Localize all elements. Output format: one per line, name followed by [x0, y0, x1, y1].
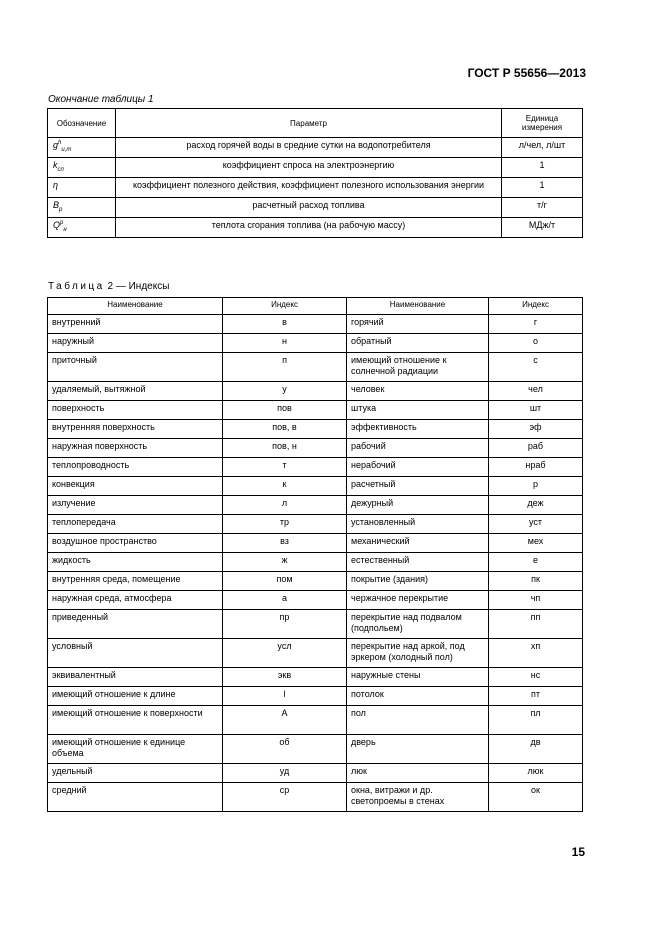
table2-row	[48, 401, 583, 420]
table1-row	[48, 198, 583, 218]
table1-unit-cell: т/г	[502, 198, 583, 218]
page-number: 15	[571, 845, 585, 859]
table2-name-right-cell: покрытие (здания)	[347, 572, 489, 591]
symbol-subscript: сп	[57, 166, 64, 173]
table2-name-right-cell: окна, витражи и др. светопроемы в стенах	[347, 783, 489, 812]
symbol-subscript: р	[59, 206, 63, 213]
table2-index-left-cell: а	[223, 591, 347, 610]
table2-name-right-cell: дверь	[347, 735, 489, 764]
table2-row	[48, 420, 583, 439]
table2-index-right-cell: пп	[489, 610, 583, 639]
table1-symbol-cell	[48, 158, 116, 178]
table2-index-left-cell: тр	[223, 515, 347, 534]
table2-row	[48, 496, 583, 515]
table2-name-right-cell: горячий	[347, 315, 489, 334]
symbol-base: g	[53, 140, 59, 150]
table2-name-right-cell: естественный	[347, 553, 489, 572]
table2-header-index-right: Индекс	[489, 298, 583, 315]
table1-header-symbol: Обозначение	[48, 109, 116, 138]
table2-name-left-cell: теплопроводность	[48, 458, 223, 477]
table2-index-left-cell: п	[223, 353, 347, 382]
table1	[47, 108, 583, 238]
table2-header-name-left: Наименование	[48, 298, 223, 315]
table2-name-right-cell: обратный	[347, 334, 489, 353]
symbol-base: Q	[53, 220, 61, 230]
symbol-subscript: u,m	[61, 146, 72, 153]
table2-row	[48, 315, 583, 334]
table2-row	[48, 639, 583, 668]
table1-unit-cell: 1	[502, 158, 583, 178]
table2-name-left-cell: воздушное пространство	[48, 534, 223, 553]
symbol-superscript: р	[60, 220, 64, 226]
table2-index-right-cell: раб	[489, 439, 583, 458]
table2-name-left-cell: удельный	[48, 764, 223, 783]
table1-parameter-cell: расчетный расход топлива	[116, 198, 502, 218]
table2-index-left-cell: в	[223, 315, 347, 334]
table2-row	[48, 334, 583, 353]
symbol-base: B	[53, 200, 60, 210]
table2-name-right-cell: перекрытие над подвалом (подпольем)	[347, 610, 489, 639]
table1-row	[48, 218, 583, 238]
table2-row	[48, 534, 583, 553]
table2-name-right-cell: расчетный	[347, 477, 489, 496]
table2-name-left-cell: приточный	[48, 353, 223, 382]
table2-row	[48, 353, 583, 382]
table2-index-right-cell: с	[489, 353, 583, 382]
table2-name-right-cell: чержачное перекрытие	[347, 591, 489, 610]
table2-name-left-cell: эквивалентный	[48, 668, 223, 687]
table2-index-left-cell: пов, н	[223, 439, 347, 458]
table2-index-left-cell: об	[223, 735, 347, 764]
table2-caption	[48, 281, 169, 292]
table2-index-left-cell: усл	[223, 639, 347, 668]
table2-index-left-cell: вз	[223, 534, 347, 553]
table2-index-right-cell: ок	[489, 783, 583, 812]
table2-name-left-cell: теплопередача	[48, 515, 223, 534]
table2-caption-label: Таблица	[48, 281, 105, 292]
table1-symbol-cell	[48, 138, 116, 158]
table2-index-left-cell: ср	[223, 783, 347, 812]
table1-unit-cell: 1	[502, 178, 583, 198]
table1-header-parameter: Параметр	[116, 109, 502, 138]
table1-header-row	[48, 109, 583, 138]
table2-name-right-cell: штука	[347, 401, 489, 420]
table2-index-right-cell: люк	[489, 764, 583, 783]
table2-index-left-cell: к	[223, 477, 347, 496]
table2-index-right-cell: уст	[489, 515, 583, 534]
table2-name-right-cell: установленный	[347, 515, 489, 534]
table2-index-left-cell: л	[223, 496, 347, 515]
table2-index-left-cell: н	[223, 334, 347, 353]
table2-index-right-cell: шт	[489, 401, 583, 420]
table2-index-right-cell: чел	[489, 382, 583, 401]
table1-caption: Окончание таблицы 1	[48, 94, 154, 105]
table2-index-right-cell: нраб	[489, 458, 583, 477]
table2-index-right-cell: дв	[489, 735, 583, 764]
table2-row	[48, 706, 583, 735]
table2-header-index-left: Индекс	[223, 298, 347, 315]
table2-index-right-cell: нс	[489, 668, 583, 687]
table2-index-left-cell: пр	[223, 610, 347, 639]
table2-row	[48, 515, 583, 534]
table2-name-left-cell: поверхность	[48, 401, 223, 420]
table2-index-right-cell: чп	[489, 591, 583, 610]
table2-row	[48, 382, 583, 401]
table2-index-right-cell: г	[489, 315, 583, 334]
table2-name-left-cell: жидкость	[48, 553, 223, 572]
table2-name-right-cell: дежурный	[347, 496, 489, 515]
table2-header-name-right: Наименование	[347, 298, 489, 315]
table2-name-left-cell: имеющий отношение к длине	[48, 687, 223, 706]
table2-index-left-cell: пом	[223, 572, 347, 591]
table2-row	[48, 764, 583, 783]
table2-row	[48, 735, 583, 764]
symbol-base: k	[53, 160, 58, 170]
table2-row	[48, 687, 583, 706]
table2-name-left-cell: наружная среда, атмосфера	[48, 591, 223, 610]
table2-name-right-cell: человек	[347, 382, 489, 401]
table1-symbol-cell	[48, 218, 116, 238]
table1-header-unit: Единица измерения	[502, 109, 583, 138]
table2-index-right-cell: мех	[489, 534, 583, 553]
table1-row	[48, 178, 583, 198]
table2-caption-number: 2	[107, 281, 114, 292]
table1-symbol-cell	[48, 178, 116, 198]
table2-index-right-cell: деж	[489, 496, 583, 515]
table2-name-left-cell: наружный	[48, 334, 223, 353]
symbol-superscript: h	[58, 140, 62, 146]
table2-name-left-cell: излучение	[48, 496, 223, 515]
table2-index-left-cell: l	[223, 687, 347, 706]
table2-index-right-cell: пл	[489, 706, 583, 735]
table2-name-left-cell: средний	[48, 783, 223, 812]
table2-name-left-cell: внутренняя поверхность	[48, 420, 223, 439]
table2-name-left-cell: приведенный	[48, 610, 223, 639]
table2-index-right-cell: е	[489, 553, 583, 572]
standard-number: ГОСТ Р 55656—2013	[467, 66, 586, 80]
table2-index-left-cell: пов	[223, 401, 347, 420]
table2-name-right-cell: нерабочий	[347, 458, 489, 477]
table2-name-right-cell: потолок	[347, 687, 489, 706]
table2-name-left-cell: внутренний	[48, 315, 223, 334]
table2-name-right-cell: имеющий отношение к солнечной радиации	[347, 353, 489, 382]
table2-name-left-cell: имеющий отношение к поверхности	[48, 706, 223, 735]
table1-unit-cell: МДж/т	[502, 218, 583, 238]
symbol-subscript: н	[63, 226, 67, 233]
table2-row	[48, 458, 583, 477]
table2-index-right-cell: пк	[489, 572, 583, 591]
table2-index-right-cell: пт	[489, 687, 583, 706]
table2-index-right-cell: р	[489, 477, 583, 496]
table2-name-right-cell: наружные стены	[347, 668, 489, 687]
table2-index-left-cell: ж	[223, 553, 347, 572]
table2-name-right-cell: механический	[347, 534, 489, 553]
table2-index-right-cell: хп	[489, 639, 583, 668]
table1-parameter-cell: теплота сгорания топлива (на рабочую массу)	[116, 218, 502, 238]
table2-row	[48, 553, 583, 572]
table1-unit-cell: л/чел, л/шт	[502, 138, 583, 158]
table1-parameter-cell: расход горячей воды в средние сутки на водопотребителя	[116, 138, 502, 158]
table2-row	[48, 477, 583, 496]
table2-name-right-cell: перекрытие над аркой, под эркером (холодный пол)	[347, 639, 489, 668]
table2-row	[48, 572, 583, 591]
table2-row	[48, 610, 583, 639]
table2-caption-title: — Индексы	[115, 281, 170, 292]
table2-index-right-cell: эф	[489, 420, 583, 439]
table2-index-left-cell: A	[223, 706, 347, 735]
table2-name-left-cell: условный	[48, 639, 223, 668]
table1-parameter-cell: коэффициент полезного действия, коэффициент полезного использования энергии	[116, 178, 502, 198]
table1-row	[48, 158, 583, 178]
table2-name-right-cell: люк	[347, 764, 489, 783]
table2-index-left-cell: т	[223, 458, 347, 477]
table2	[47, 297, 583, 812]
table2-index-left-cell: экв	[223, 668, 347, 687]
table2-row	[48, 439, 583, 458]
table2-name-left-cell: внутренняя среда, помещение	[48, 572, 223, 591]
table2-index-left-cell: уд	[223, 764, 347, 783]
symbol-base: η	[53, 180, 58, 190]
table2-name-left-cell: имеющий отношение к единице объема	[48, 735, 223, 764]
table2-name-left-cell: наружная поверхность	[48, 439, 223, 458]
table1-row	[48, 138, 583, 158]
table2-row	[48, 783, 583, 812]
table1-parameter-cell: коэффициент спроса на электроэнергию	[116, 158, 502, 178]
table1-symbol-cell	[48, 198, 116, 218]
table2-name-left-cell: конвекция	[48, 477, 223, 496]
table2-row	[48, 668, 583, 687]
table2-name-right-cell: эффективность	[347, 420, 489, 439]
table2-name-right-cell: рабочий	[347, 439, 489, 458]
table2-name-right-cell: пол	[347, 706, 489, 735]
table2-name-left-cell: удаляемый, вытяжной	[48, 382, 223, 401]
table2-index-right-cell: о	[489, 334, 583, 353]
table2-header-row	[48, 298, 583, 315]
table2-index-left-cell: у	[223, 382, 347, 401]
table2-index-left-cell: пов, в	[223, 420, 347, 439]
table2-row	[48, 591, 583, 610]
